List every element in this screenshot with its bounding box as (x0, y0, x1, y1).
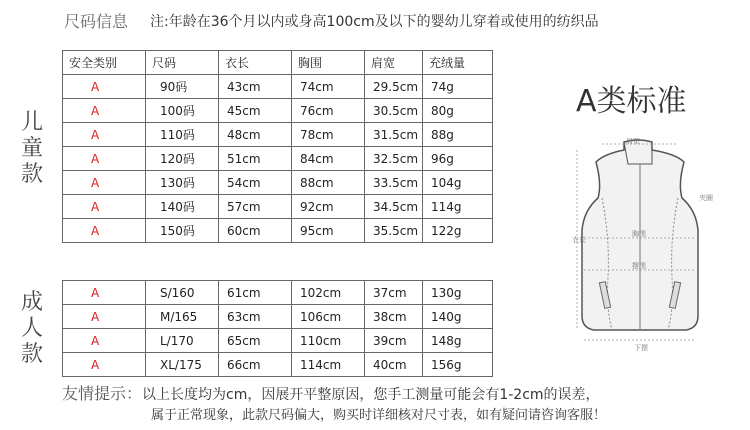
length-cell: 60cm (219, 219, 292, 243)
shoulder-cell: 30.5cm (365, 99, 423, 123)
down-fill-cell: 104g (423, 171, 493, 195)
down-fill-cell: 114g (423, 195, 493, 219)
size-cell: 140码 (146, 195, 219, 219)
vest-diagram (572, 138, 722, 368)
shoulder-cell: 34.5cm (365, 195, 423, 219)
chest-cell: 95cm (292, 219, 365, 243)
shoulder-cell: 33.5cm (365, 171, 423, 195)
length-label: 衣长 (572, 236, 586, 244)
chest-cell: 92cm (292, 195, 365, 219)
length-cell: 43cm (219, 75, 292, 99)
size-cell: 130码 (146, 171, 219, 195)
length-cell: 61cm (219, 281, 292, 305)
chest-cell: 74cm (292, 75, 365, 99)
chest-cell: 76cm (292, 99, 365, 123)
safety-cell: A (63, 123, 146, 147)
armhole-label: 夹圈 (699, 194, 713, 202)
safety-cell: A (63, 281, 146, 305)
col-header-chest: 胸围 (292, 51, 365, 75)
chest-cell: 106cm (292, 305, 365, 329)
length-cell: 51cm (219, 147, 292, 171)
shoulder-cell: 39cm (365, 329, 423, 353)
length-cell: 54cm (219, 171, 292, 195)
safety-cell: A (63, 219, 146, 243)
shoulder-cell: 31.5cm (365, 123, 423, 147)
safety-cell: A (63, 147, 146, 171)
down-fill-cell: 80g (423, 99, 493, 123)
table-row (63, 195, 493, 219)
down-fill-cell: 156g (423, 353, 493, 377)
length-cell: 48cm (219, 123, 292, 147)
page-title: 尺码信息 (64, 12, 129, 31)
table-row (63, 305, 493, 329)
safety-cell: A (63, 195, 146, 219)
length-cell: 45cm (219, 99, 292, 123)
table-row (63, 123, 493, 147)
adults-side-char: 款 (20, 342, 43, 367)
table-row (63, 99, 493, 123)
length-cell: 66cm (219, 353, 292, 377)
length-cell: 63cm (219, 305, 292, 329)
col-header-safety: 安全类别 (63, 51, 146, 75)
safety-cell: A (63, 75, 146, 99)
kids-size-table (62, 50, 493, 243)
shoulder-cell: 38cm (365, 305, 423, 329)
chest-label: 胸围 (632, 230, 646, 238)
table-row (63, 281, 493, 305)
safety-cell: A (63, 305, 146, 329)
size-cell: 120码 (146, 147, 219, 171)
table-row (63, 171, 493, 195)
footer-tip-line1 (62, 381, 600, 404)
chest-cell: 102cm (292, 281, 365, 305)
adults-side-label (18, 290, 46, 368)
chest-cell: 78cm (292, 123, 365, 147)
table-row (63, 353, 493, 377)
size-cell: 90码 (146, 75, 219, 99)
shoulder-cell: 29.5cm (365, 75, 423, 99)
size-cell: S/160 (146, 281, 219, 305)
down-fill-cell: 140g (423, 305, 493, 329)
shoulder-cell: 35.5cm (365, 219, 423, 243)
down-fill-cell: 96g (423, 147, 493, 171)
adults-size-table (62, 280, 493, 377)
size-cell: L/170 (146, 329, 219, 353)
safety-cell: A (63, 353, 146, 377)
table-header-row (63, 51, 493, 75)
length-cell: 57cm (219, 195, 292, 219)
col-header-shoulder: 肩宽 (365, 51, 423, 75)
header-note: 注:年龄在36个月以内或身高100cm及以下的婴幼儿穿着或使用的纺织品 (150, 14, 599, 30)
down-fill-cell: 148g (423, 329, 493, 353)
footer-tip-line2: 属于正常现象，此款尺码偏大，购买时详细核对尺寸表，如有疑问请咨询客服！ (151, 408, 607, 423)
kids-side-char: 儿 (20, 110, 43, 135)
down-fill-cell: 130g (423, 281, 493, 305)
col-header-size: 尺码 (146, 51, 219, 75)
size-cell: 150码 (146, 219, 219, 243)
chest-cell: 114cm (292, 353, 365, 377)
kids-side-char: 童 (20, 136, 43, 161)
adults-side-char: 人 (20, 316, 43, 341)
kids-side-char: 款 (20, 162, 43, 187)
size-cell: XL/175 (146, 353, 219, 377)
chest-cell: 84cm (292, 147, 365, 171)
bottom-label: 下摆 (634, 344, 648, 352)
shoulder-cell: 32.5cm (365, 147, 423, 171)
standard-label: A类标准 (576, 84, 687, 119)
size-cell: 100码 (146, 99, 219, 123)
safety-cell: A (63, 171, 146, 195)
table-row (63, 147, 493, 171)
col-header-down-fill: 充绒量 (423, 51, 493, 75)
size-cell: 110码 (146, 123, 219, 147)
chest-cell: 110cm (292, 329, 365, 353)
kids-side-label (18, 110, 46, 188)
shoulder-cell: 40cm (365, 353, 423, 377)
down-fill-cell: 74g (423, 75, 493, 99)
down-fill-cell: 122g (423, 219, 493, 243)
shoulder-label: 肩宽 (626, 138, 640, 145)
col-header-length: 衣长 (219, 51, 292, 75)
footer-tip-text: 以上长度均为cm，因展开平整原因，您手工测量可能会有1-2cm的误差， (142, 387, 600, 403)
table-row (63, 75, 493, 99)
size-cell: M/165 (146, 305, 219, 329)
length-cell: 65cm (219, 329, 292, 353)
shoulder-cell: 37cm (365, 281, 423, 305)
table-row (63, 219, 493, 243)
down-fill-cell: 88g (423, 123, 493, 147)
table-row (63, 329, 493, 353)
safety-cell: A (63, 99, 146, 123)
chest-cell: 88cm (292, 171, 365, 195)
safety-cell: A (63, 329, 146, 353)
hem-label: 摆围 (632, 262, 646, 270)
footer-tip-label: 友情提示： (62, 384, 143, 403)
adults-side-char: 成 (20, 290, 43, 315)
